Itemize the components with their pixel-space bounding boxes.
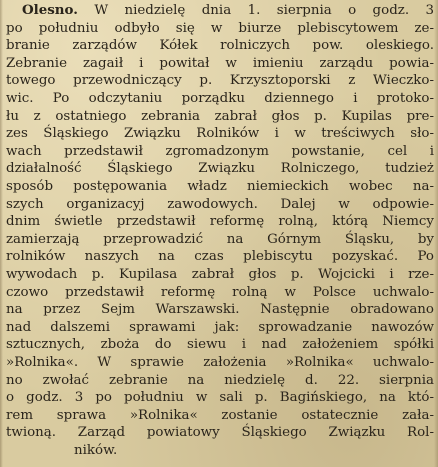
article-heading: Olesno. — [22, 2, 78, 18]
article-line-8: zes Śląskiego Związku Rolników i w treściwych sło- — [6, 126, 434, 142]
article-line-text: W niedzielę dnia 1. sierpnia o godz. 3 — [94, 3, 434, 18]
article-line-21: »Rolnika«. W sprawie założenia »Rolnika« uchwalo- — [6, 355, 434, 370]
article-line-14: zamierzają przeprowadzić na Górnym Śląsku, by — [6, 231, 434, 247]
article-line-17: czowo przedstawił reformę rolną w Polsce uchwalo- — [6, 284, 434, 300]
article-line-11: sposób postępowania władz niemieckich wobec na- — [6, 179, 434, 194]
article-line-15: rolników naszych na czas plebiscytu pozyskać. Po — [6, 249, 434, 265]
article-line-25: twioną. Zarząd powiatowy Śląskiego Związku Rol- — [6, 425, 434, 441]
article-line-12: szych organizacyj zawodowych. Dalej w odpowie- — [6, 196, 434, 212]
article-line-5: towego przewodniczący p. Krzysztoporski z Wieczko- — [6, 73, 434, 89]
article-line-20: sztucznych, zboża do siewu i nad założeniem spółki — [6, 337, 434, 353]
article-line-23: o godz. 3 po południu w sali p. Bagińskiego, na któ- — [6, 390, 434, 406]
article-line-6: wic. Po odczytaniu porządku dziennego i protoko- — [6, 91, 434, 106]
right-edge-shadow — [434, 0, 438, 467]
article-line-18: na przez Sejm Warszawski. Następnie obradowano — [6, 302, 434, 318]
article-line-24: rem sprawa »Rolnika« zostanie ostatecznie zała- — [6, 407, 434, 423]
article-line-2: po południu odbyło się w biurze plebiscytowem ze- — [6, 20, 434, 36]
article-line-1 — [22, 2, 434, 20]
article-line-13: dnim świetle przedstawił reformę rolną, którą Niemcy — [6, 214, 434, 230]
article-column — [6, 2, 434, 464]
article-line-7: łu z ostatniego zebrania zabrał głos p. Kupilas pre- — [6, 108, 434, 124]
article-line-4: Zebranie zagaił i powitał w imieniu zarządu powia- — [6, 55, 434, 71]
article-line-19: nad dalszemi sprawami jak: sprowadzanie nawozów — [6, 319, 434, 335]
article-line-9: wach przedstawił zgromadzonym powstanie, cel i — [6, 143, 434, 159]
article-line-26: ników. — [74, 443, 118, 458]
article-line-22: no zwołać zebranie na niedzielę d. 22. sierpnia — [6, 372, 434, 388]
article-line-10: działalność Śląskiego Związku Rolniczego, tudzież — [6, 161, 434, 177]
article-line-3: branie zarządów Kółek rolniczych pow. oleskiego. — [6, 38, 434, 54]
article-line-16: wywodach p. Kupilasa zabrał głos p. Wojcicki i rze- — [6, 267, 434, 282]
left-fold-shadow — [0, 0, 3, 467]
